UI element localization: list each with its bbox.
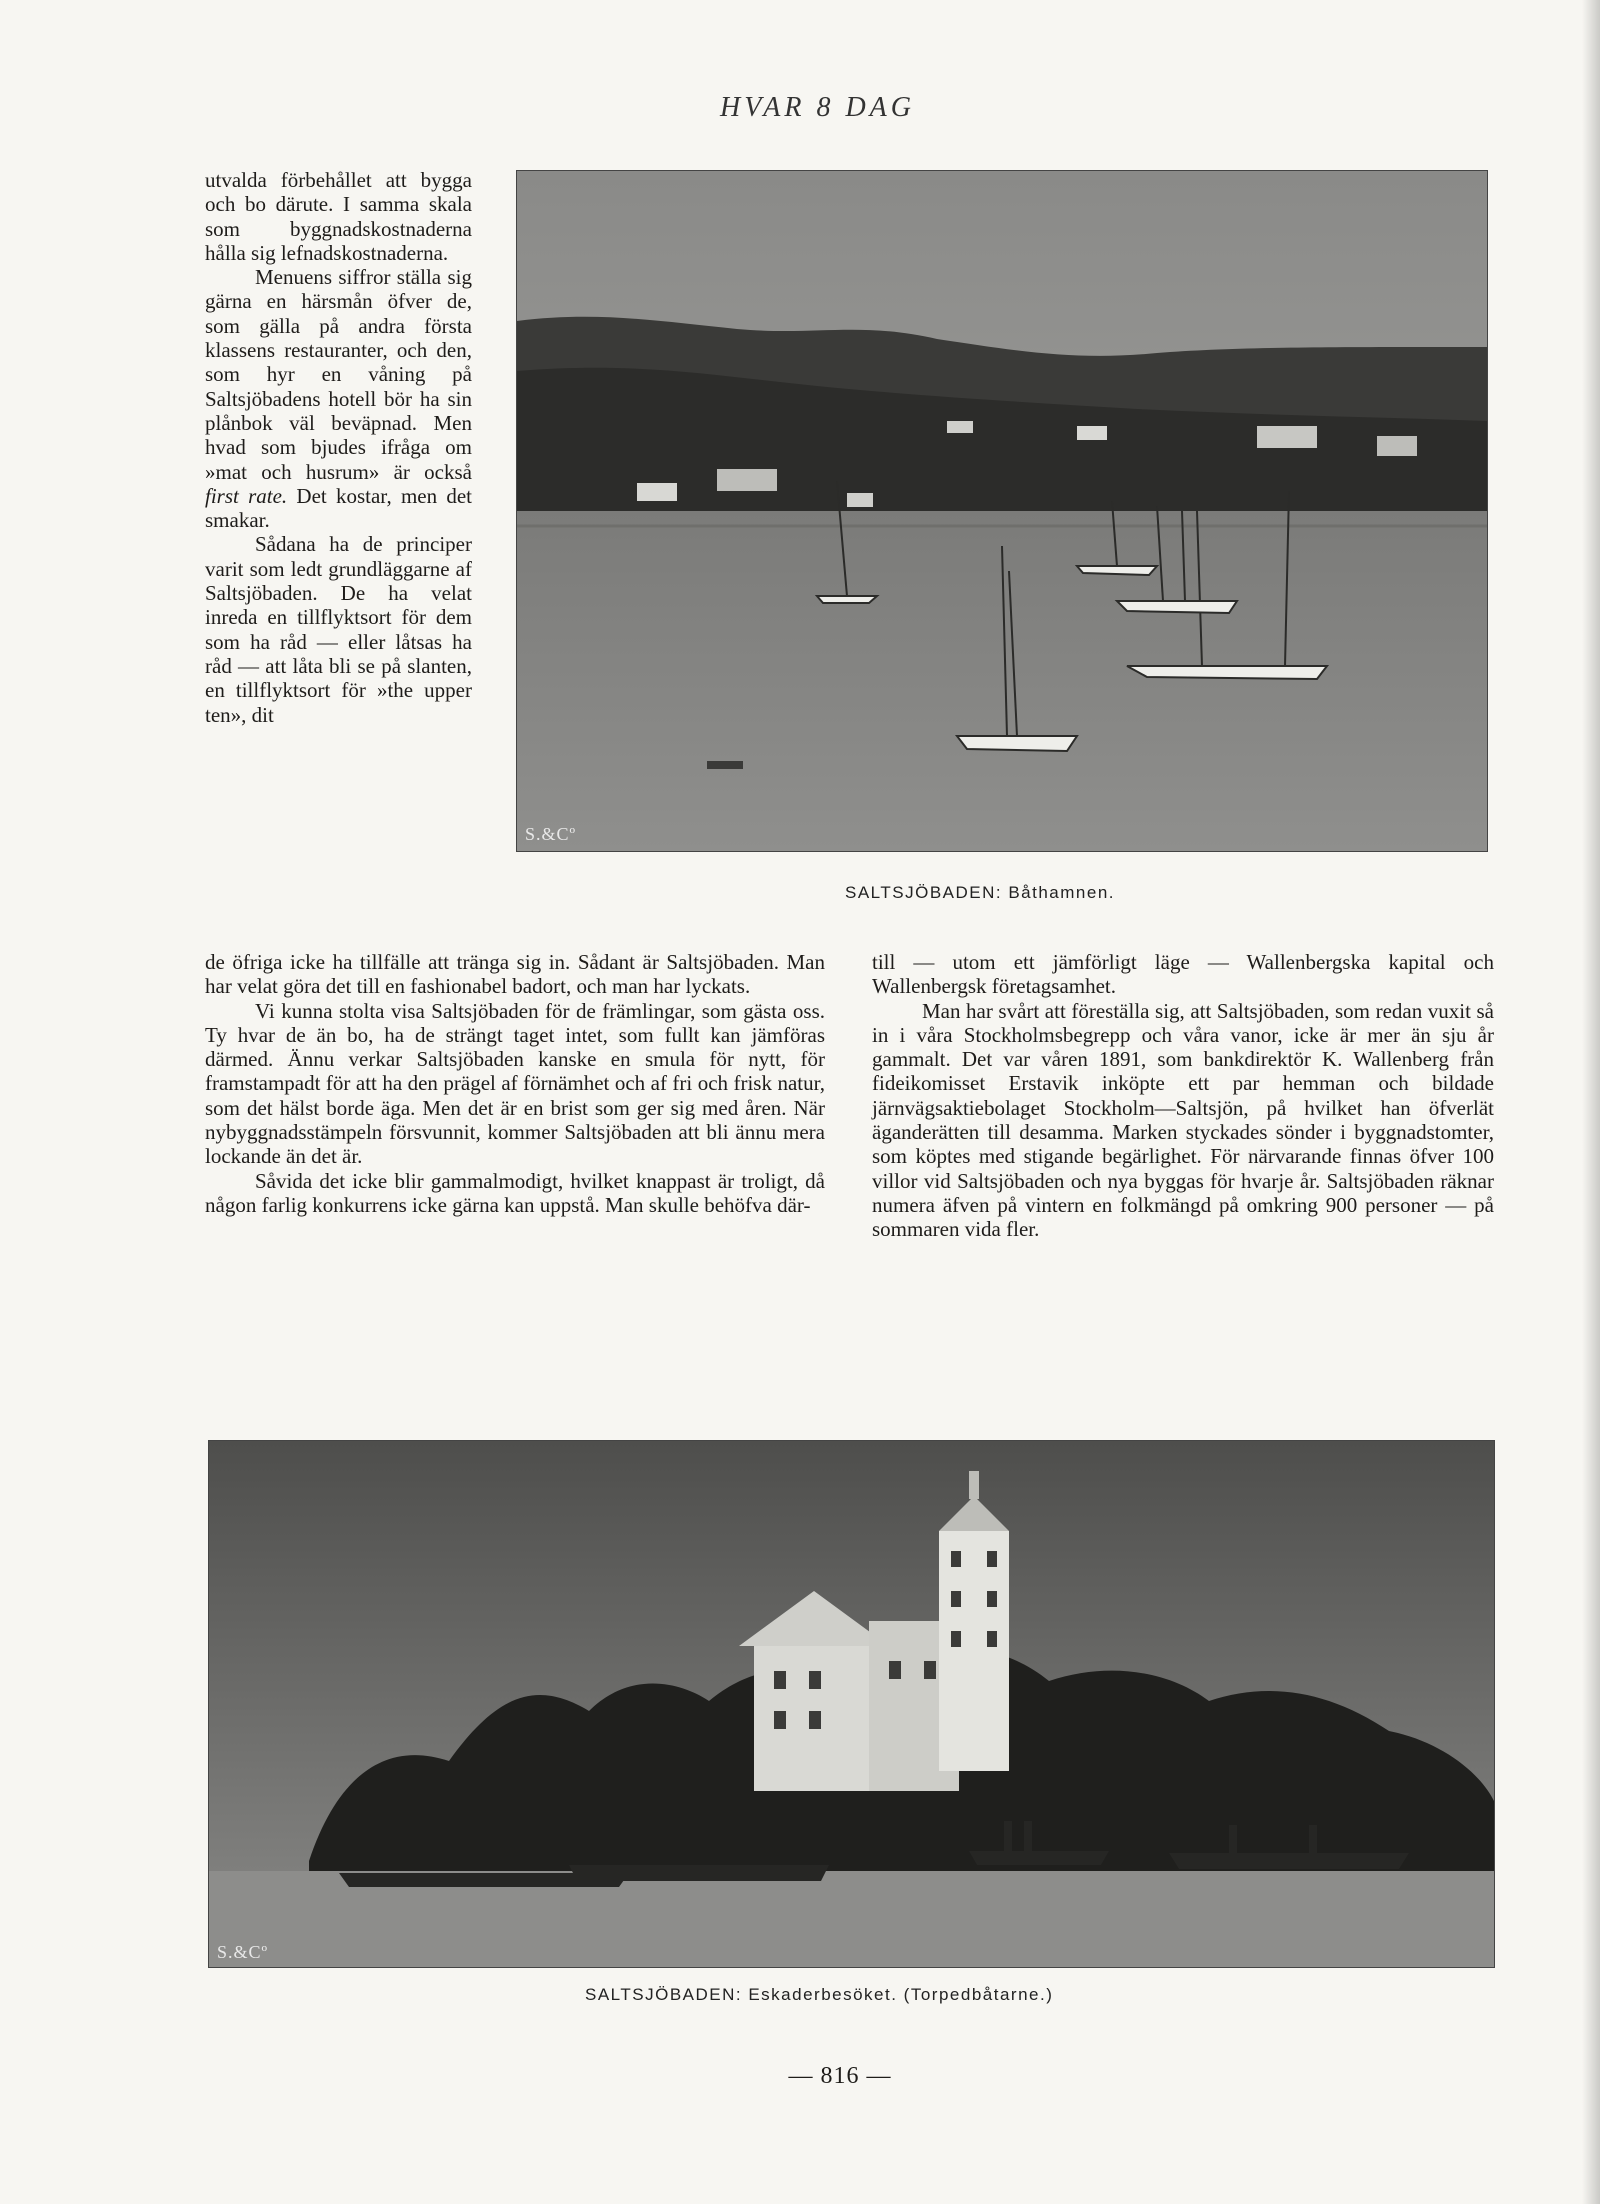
text-column-narrow — [205, 168, 472, 727]
running-head: HVAR 8 DAG — [720, 92, 915, 123]
photo-hotel-torpedo-boats — [208, 1440, 1495, 1968]
paragraph: utvalda förbehållet att bygga och bo därute. I samma skala som byggnadskostnaderna hålla sig lefnadskostnaderna. — [205, 168, 472, 265]
page-number: — 816 — — [788, 2063, 892, 2089]
paragraph: till — utom ett jämförligt läge — Wallenbergska kapital och Wallenbergsk företagsamhet. — [872, 950, 1494, 999]
paragraph-text: Menuens siffror ställa sig gärna en härsmån öfver de, som gälla på andra första klassens restauranter, och den, som hyr en våning på Saltsjöbadens hotell bör ha sin plånbok väl beväpnad. Men hvad som bjudes ifråga om »mat och husrum» är också — [205, 265, 472, 484]
text-column-left — [205, 950, 825, 1217]
photo-harbour — [516, 170, 1488, 852]
paragraph: Såvida det icke blir gammalmodigt, hvilket knappast är troligt, då någon farlig konkurrens icke gärna kan uppstå. Man skulle behöfva där- — [205, 1168, 825, 1217]
paragraph: Sådana ha de principer varit som ledt grundläggarne af Saltsjöbaden. De ha velat inreda en tillflyktsort för dem som ha råd — eller låtsas ha råd — att låta bli se på slanten, en tillflyktsort för »the upper ten», dit — [205, 532, 472, 727]
paragraph-text: Det kostar, men det smakar. — [205, 483, 472, 533]
photo-caption-top: SALTSJÖBADEN: Båthamnen. — [845, 883, 1116, 902]
paragraph — [205, 265, 472, 532]
photo-watermark: S.&Cº — [525, 824, 577, 844]
paragraph: de öfriga icke ha tillfälle att tränga sig in. Sådant är Saltsjöbaden. Man har velat göra det till en fashionabel badort, och man har lyckats. — [205, 950, 825, 999]
hotel-photo-image — [209, 1441, 1494, 1967]
photo-watermark: S.&Cº — [217, 1942, 269, 1962]
photo-caption-bottom: SALTSJÖBADEN: Eskaderbesöket. (Torpedbåtarne.) — [585, 1985, 1054, 2004]
harbour-photo-image — [517, 171, 1487, 851]
paragraph: Vi kunna stolta visa Saltsjöbaden för de främlingar, som gästa oss. Ty hvar de än bo, ha de strängt taget intet, som fullt kan jämföras därmed. Ännu verkar Saltsjöbaden kanske en smula för nytt, för framstampadt för att ha den prägel af förnämhet och af fri och frisk natur, som det hälst borde äga. Men det är en brist som ger sig med åren. När nybyggnadsstämpeln försvunnit, kommer Saltsjöbaden att bli ännu mera lockande än det är. — [205, 998, 825, 1169]
page-edge-shadow — [1582, 0, 1600, 2204]
text-column-right — [872, 950, 1494, 1242]
italic-phrase: first rate. — [205, 483, 288, 508]
paragraph: Man har svårt att föreställa sig, att Saltsjöbaden, som redan vuxit så in i våra Stockholmsbegrepp och våra vanor, icke är mer än sju år gammalt. Det var våren 1891, som bankdirektör K. Wallenberg från fideikomisset Erstavik inköpte ett par hemman och bildade järnvägsaktiebolaget Stockholm—Saltsjön, på hvilket han öfverlät äganderätten till desamma. Marken styckades sönder i byggnadstomter, som köptes med stigande begärlighet. För närvarande finnas öfver 100 villor vid Saltsjöbaden och nya byggas för hvarje år. Saltsjöbaden räknar numera äfven på vintern en folkmängd på omkring 900 personer — på sommaren vida fler. — [872, 998, 1494, 1242]
